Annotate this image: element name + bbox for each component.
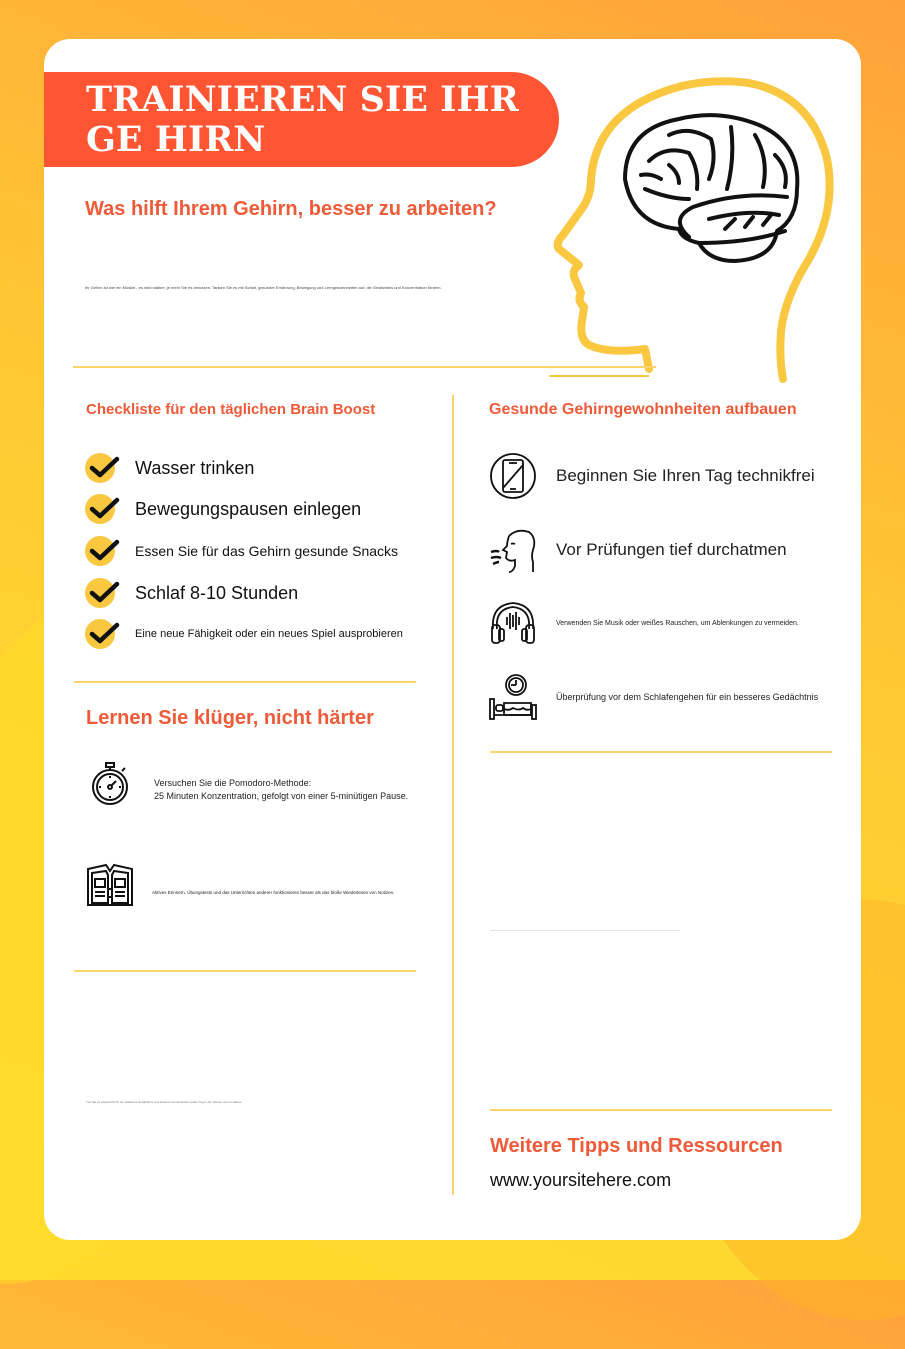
page-title: TRAINIEREN SIE IHR GE HIRN — [86, 79, 519, 160]
intro-heading: Was hilft Ihrem Gehirn, besser zu arbeiten? — [85, 198, 497, 220]
no-phone-icon — [489, 452, 537, 500]
poster-card — [44, 39, 861, 1240]
habits-heading: Gesunde Gehirngewohnheiten aufbauen — [489, 401, 797, 418]
open-book-icon — [86, 861, 134, 909]
divider — [490, 751, 832, 753]
breathing-person-icon — [489, 526, 537, 574]
bed-clock-icon — [489, 673, 537, 721]
checklist-label: Eine neue Fähigkeit oder ein neues Spiel ausprobieren — [135, 628, 403, 640]
checklist-heading: Checkliste für den täglichen Brain Boost — [86, 401, 376, 418]
checklist-label: Schlaf 8-10 Stunden — [135, 582, 299, 603]
checklist-item — [85, 494, 361, 524]
checklist-item — [85, 619, 403, 649]
check-icon — [85, 536, 115, 566]
habit-item — [489, 599, 799, 647]
habit-item — [489, 526, 787, 574]
checklist-item — [85, 578, 298, 608]
check-icon — [85, 619, 115, 649]
habit-label: Verwenden Sie Musik oder weißes Rauschen, um Ablenkungen zu vermeiden. — [556, 619, 799, 627]
checklist-label: Bewegungspausen einlegen — [135, 498, 362, 519]
checklist-item — [85, 453, 254, 483]
habit-label: Überprüfung vor dem Schlafengehen für ein besseres Gedächtnis — [556, 692, 819, 702]
divider — [74, 681, 416, 683]
checklist-item — [85, 536, 398, 566]
divider — [490, 1109, 832, 1111]
learn-item — [88, 759, 408, 807]
brain-icon — [625, 115, 797, 261]
headphones-icon — [489, 599, 537, 647]
learn-heading: Lernen Sie klüger, nicht härter — [86, 707, 374, 729]
resources-heading: Weitere Tipps und Ressourcen — [490, 1135, 783, 1157]
divider — [74, 970, 416, 972]
column-divider — [452, 395, 454, 1195]
checklist-label: Essen Sie für das Gehirn gesunde Snacks — [135, 543, 399, 559]
habit-item — [489, 673, 818, 721]
head-brain-illustration — [549, 69, 849, 389]
title-banner — [44, 72, 559, 167]
habit-item — [489, 452, 815, 500]
website-link[interactable]: www.yoursitehere.com — [490, 1170, 672, 1190]
learn-item-line1: Versuchen Sie die Pomodoro-Methode: — [154, 778, 312, 788]
learn-footnote: Tun Sie es wiederholt für ein stärkeres Gedächtnis und bessere Konzentration jeden Tag in der Schule und zu Hause. — [86, 1100, 243, 1104]
habit-label: Beginnen Sie Ihren Tag technikfrei — [556, 466, 815, 485]
learn-item-text: Aktives Erinnern, Übungstests und das Unterrichten anderer funktionieren besser als das bloße Wiederlesen von Notizen. — [152, 889, 395, 895]
checklist-label: Wasser trinken — [135, 457, 255, 478]
learn-item — [86, 861, 394, 909]
faint-line — [490, 930, 680, 931]
stopwatch-icon — [88, 759, 136, 807]
intro-text: Ihr Gehirn ist wie ein Muskel - es wird stärker, je mehr Sie es benutzen. Tanken Sie es mit Schlaf, gesunder Ernährung, Bewegung und Lerngewohnheiten auf, die Gedächtnis und Konzentration fördern. — [85, 285, 442, 290]
divider — [73, 366, 656, 368]
habit-label: Vor Prüfungen tief durchatmen — [556, 540, 787, 559]
check-icon — [85, 578, 115, 608]
learn-item-line2: 25 Minuten Konzentration, gefolgt von einer 5-minütigen Pause. — [154, 791, 409, 801]
check-icon — [85, 453, 115, 483]
check-icon — [85, 494, 115, 524]
